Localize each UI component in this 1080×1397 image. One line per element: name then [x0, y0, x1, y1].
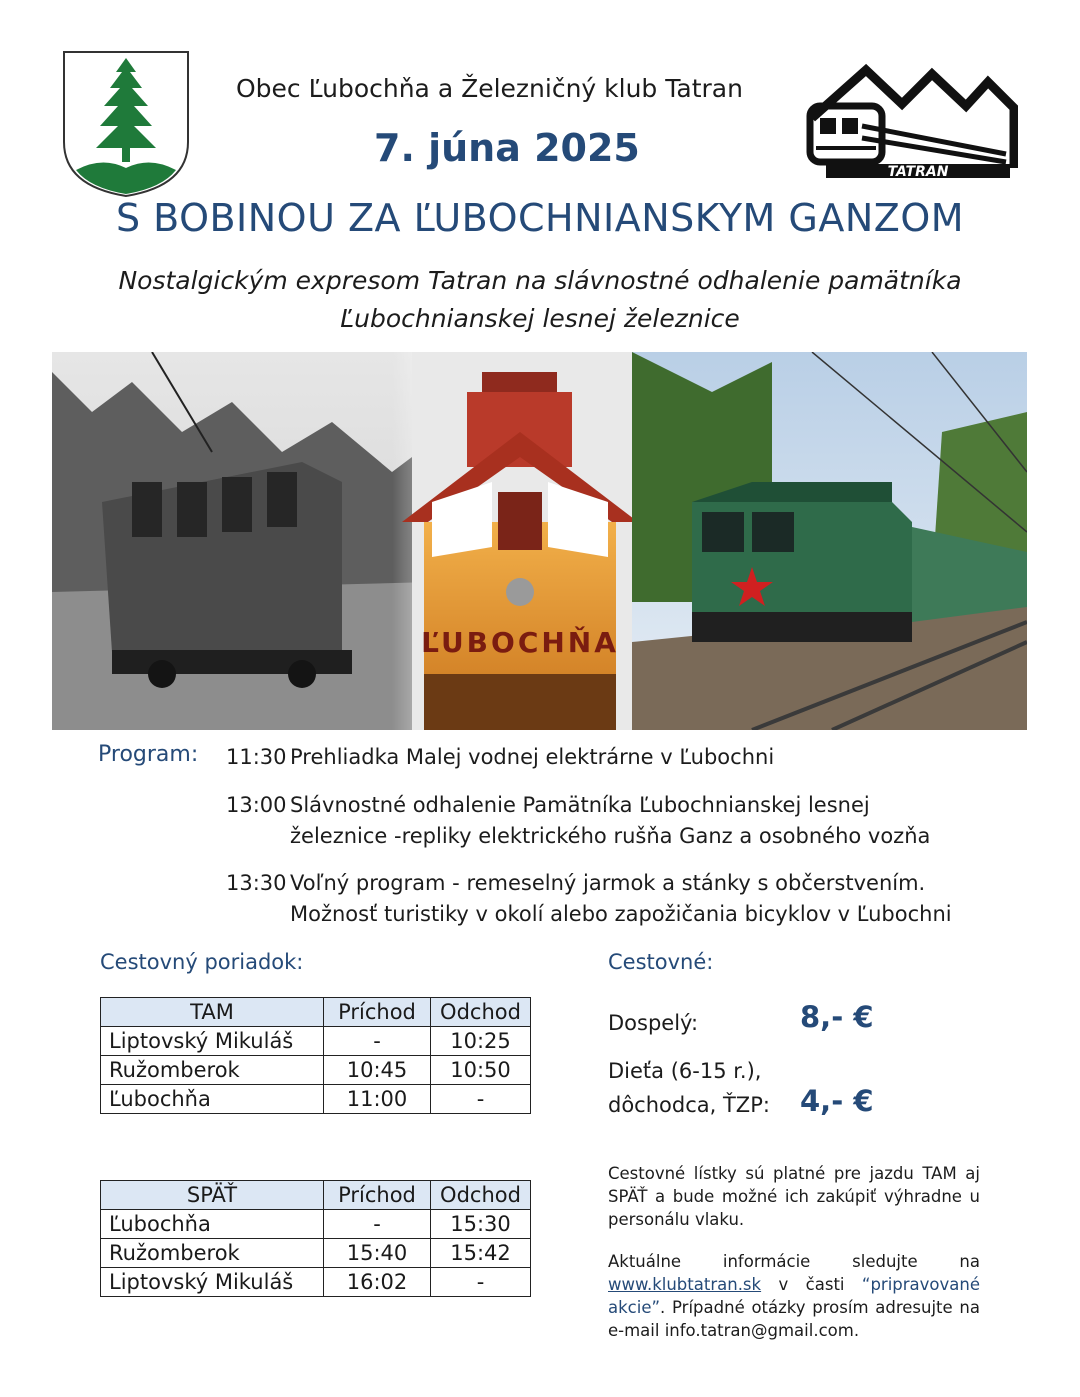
program-item — [226, 868, 1010, 930]
table-row — [101, 1268, 531, 1297]
table-header: Príchod — [324, 1181, 431, 1210]
program-text: Prehliadka Malej vodnej elektrárne v Ľubochni — [290, 745, 775, 769]
table-cell: Ľubochňa — [101, 1085, 324, 1114]
fares-label: Cestovné: — [608, 950, 714, 974]
table-cell: Ľubochňa — [101, 1210, 324, 1239]
timetable-spat — [100, 1180, 531, 1297]
program-text: železnice -repliky elektrického rušňa Ganz a osobného vozňa — [290, 824, 931, 848]
program-text: Slávnostné odhalenie Pamätníka Ľubochnianskej lesnej — [290, 793, 870, 817]
table-row — [101, 1056, 531, 1085]
child-label-line-2: dôchodca, ŤZP: — [608, 1093, 770, 1117]
table-header: TAM — [101, 998, 324, 1027]
info-text: Aktuálne informácie sledujte na — [608, 1252, 980, 1271]
child-label-line-1: Dieťa (6-15 r.), — [608, 1059, 762, 1083]
adult-label: Dospelý: — [608, 1011, 699, 1035]
crest-logo — [62, 50, 190, 198]
info-text: . Prípadné otázky prosím adresujte na e-mail info.tatran@gmail.com. — [608, 1298, 980, 1340]
collage-photo — [52, 352, 1027, 730]
table-header: Odchod — [431, 1181, 531, 1210]
table-cell: 16:02 — [324, 1268, 431, 1297]
table-cell: 11:00 — [324, 1085, 431, 1114]
subtitle-line-1: Nostalgickým expresom Tatran na slávnostné odhalenie pamätníka — [118, 266, 962, 295]
subtitle-line-2: Ľubochnianskej lesnej železnice — [340, 304, 740, 333]
table-row — [101, 1210, 531, 1239]
table-cell: 15:40 — [324, 1239, 431, 1268]
tatran-logo-text: TATRAN — [887, 164, 949, 178]
child-label — [608, 1054, 770, 1122]
program-text: Možnosť turistiky v okolí alebo zapožičania bicyklov v Ľubochni — [290, 902, 952, 926]
station-sign: ĽUBOCHŇA — [421, 626, 619, 659]
table-cell: 10:25 — [431, 1027, 531, 1056]
subtitle — [0, 262, 1080, 338]
website-link[interactable]: www.klubtatran.sk — [608, 1275, 762, 1294]
program-time: 13:00 — [226, 793, 287, 817]
program-text: Voľný program - remeselný jarmok a stánky s občerstvením. — [290, 871, 926, 895]
event-date: 7. júna 2025 — [374, 126, 640, 170]
table-row — [101, 1239, 531, 1268]
child-price: 4,- € — [800, 1084, 874, 1118]
table-cell: - — [431, 1268, 531, 1297]
table-row — [101, 1027, 531, 1056]
table-cell: 10:50 — [431, 1056, 531, 1085]
table-cell: - — [324, 1210, 431, 1239]
table-cell: Ružomberok — [101, 1056, 324, 1085]
program-item — [226, 790, 1010, 852]
table-cell: - — [431, 1085, 531, 1114]
section-name: “pripravované akcie” — [608, 1275, 981, 1317]
page-title: S BOBINOU ZA ĽUBOCHNIANSKYM GANZOM — [115, 196, 965, 240]
adult-price: 8,- € — [800, 1000, 874, 1034]
table-header: Odchod — [431, 998, 531, 1027]
info-text: v časti — [778, 1275, 845, 1294]
table-cell: 15:30 — [431, 1210, 531, 1239]
contact-info — [608, 1250, 980, 1342]
timetable-label: Cestovný poriadok: — [100, 950, 304, 974]
program-label: Program: — [98, 742, 199, 767]
organizers: Obec Ľubochňa a Železničný klub Tatran — [236, 74, 743, 103]
table-header: Príchod — [324, 998, 431, 1027]
program-item — [226, 742, 1010, 773]
tatran-club-logo — [806, 62, 1018, 178]
table-cell: 15:42 — [431, 1239, 531, 1268]
timetable-tam — [100, 997, 531, 1114]
program-time: 11:30 — [226, 745, 287, 769]
table-row — [101, 1085, 531, 1114]
table-cell: 10:45 — [324, 1056, 431, 1085]
program-time: 13:30 — [226, 871, 287, 895]
table-cell: Liptovský Mikuláš — [101, 1268, 324, 1297]
table-header: SPÄŤ — [101, 1181, 324, 1210]
ticket-info: Cestovné lístky sú platné pre jazdu TAM aj SPÄŤ a bude možné ich zakúpiť výhradne u personálu vlaku. — [608, 1164, 980, 1229]
table-cell: Ružomberok — [101, 1239, 324, 1268]
table-cell: - — [324, 1027, 431, 1056]
table-cell: Liptovský Mikuláš — [101, 1027, 324, 1056]
